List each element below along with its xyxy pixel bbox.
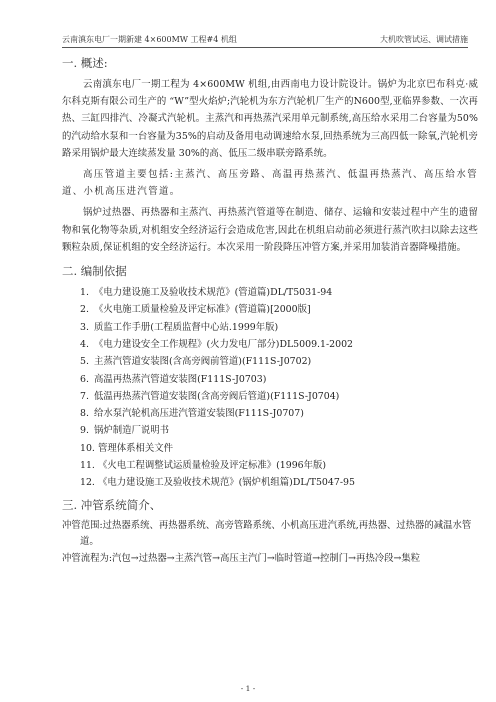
page-number: - 1 - (240, 684, 256, 693)
section-3-flow: 冲管流程为:汽包→过热器→主蒸汽管→高压主汽门→临时管道→控制门→再热冷段→集粒 (62, 553, 421, 565)
list-item: 6. 高温再热蒸汽管道安装图(F111S-J0703) (80, 373, 267, 385)
page-header (62, 34, 468, 48)
header-right: 大机吹管试运、调试措施 (380, 35, 468, 44)
section-1-paragraph-1: 云南滇东电厂一期工程为 4×600MW 机组,由西南电力设计院设计。锅炉为北京巴布科克·威尔科克斯有限公司生产的 “W”型火焰炉;汽轮机为东方汽轮机厂生产的N600型,亚临界参数、一次再热、三缸四排汽、冷凝式汽轮机。主蒸汽和再热蒸汽采用单元制系统,高压给水采用二台容量为50%的汽动给水泵和一台容量为35%的启动及备用电动调速给水泵,回热系统为三高四低一除氧,汽轮机旁路采用锅炉最大连续蒸发量 30%的高、低压二级串联旁路系统。 (62, 79, 478, 159)
list-item: 9. 锅炉制造厂说明书 (80, 425, 170, 437)
header-left: 云南滇东电厂一期新建 4×600MW 工程#4 机组 (62, 35, 237, 44)
list-item: 10. 管理体系相关文件 (80, 442, 174, 454)
list-item: 8. 给水泵汽轮机高压进汽管道安装图(F111S-J0707) (80, 408, 304, 420)
section-3-scope: 冲管范围:过热器系统、再热器系统、高旁管路系统、小机高压进汽系统,再热器、过热器的减温水管道。 (62, 519, 472, 548)
list-item: 5. 主蒸汽管道安装图(含高旁阀前管道)(F111S-J0702) (80, 356, 312, 368)
list-item: 11. 《火电工程调整试运质量检验及评定标准》(1996年版) (80, 460, 327, 471)
list-item: 1. 《电力建设施工及验收技术规范》(管道篇)DL/T5031-94 (80, 287, 333, 299)
main-content (62, 56, 478, 568)
list-item: 7. 低温再热蒸汽管道安装图(含高旁阀后管道)(F111S-J0704) (80, 390, 340, 402)
section-3-title: 三. 冲管系统简介、 (62, 497, 162, 512)
section-1-paragraph-3: 锅炉过热器、再热器和主蒸汽、再热蒸汽管道等在制造、储存、运输和安装过程中产生的遗留物和氧化物等杂质,对机组安全经济运行会造成危害,因此在机组启动前必须进行蒸汽吹扫以除去这些颗粒杂质,保证机组的安全经济运行。本次采用一阶段降压冲管方案,并采用加装消音器降噪措施。 (62, 207, 478, 253)
section-2-title: 二. 编制依据 (62, 264, 127, 279)
list-item: 12. 《电力建设施工及验收技术规范》(锅炉机组篇)DL/T5047-95 (80, 477, 355, 489)
reference-list (62, 284, 478, 492)
list-item: 3. 质监工作手册(工程质监督中心站.1999年版) (80, 321, 279, 333)
list-item: 4. 《电力建设安全工作规程》(火力发电厂部分)DL5009.1-2002 (80, 338, 354, 350)
section-1-title: 一. 概述: (62, 56, 108, 70)
list-item: 2. 《火电施工质量检验及评定标准》(管道篇)[2000版] (80, 304, 311, 316)
section-1-paragraph-2: 高压管道主要包括:主蒸汽、高压旁路、高温再热蒸汽、低温再热蒸汽、高压给水管道、小机高压进汽管道。 (62, 169, 478, 198)
